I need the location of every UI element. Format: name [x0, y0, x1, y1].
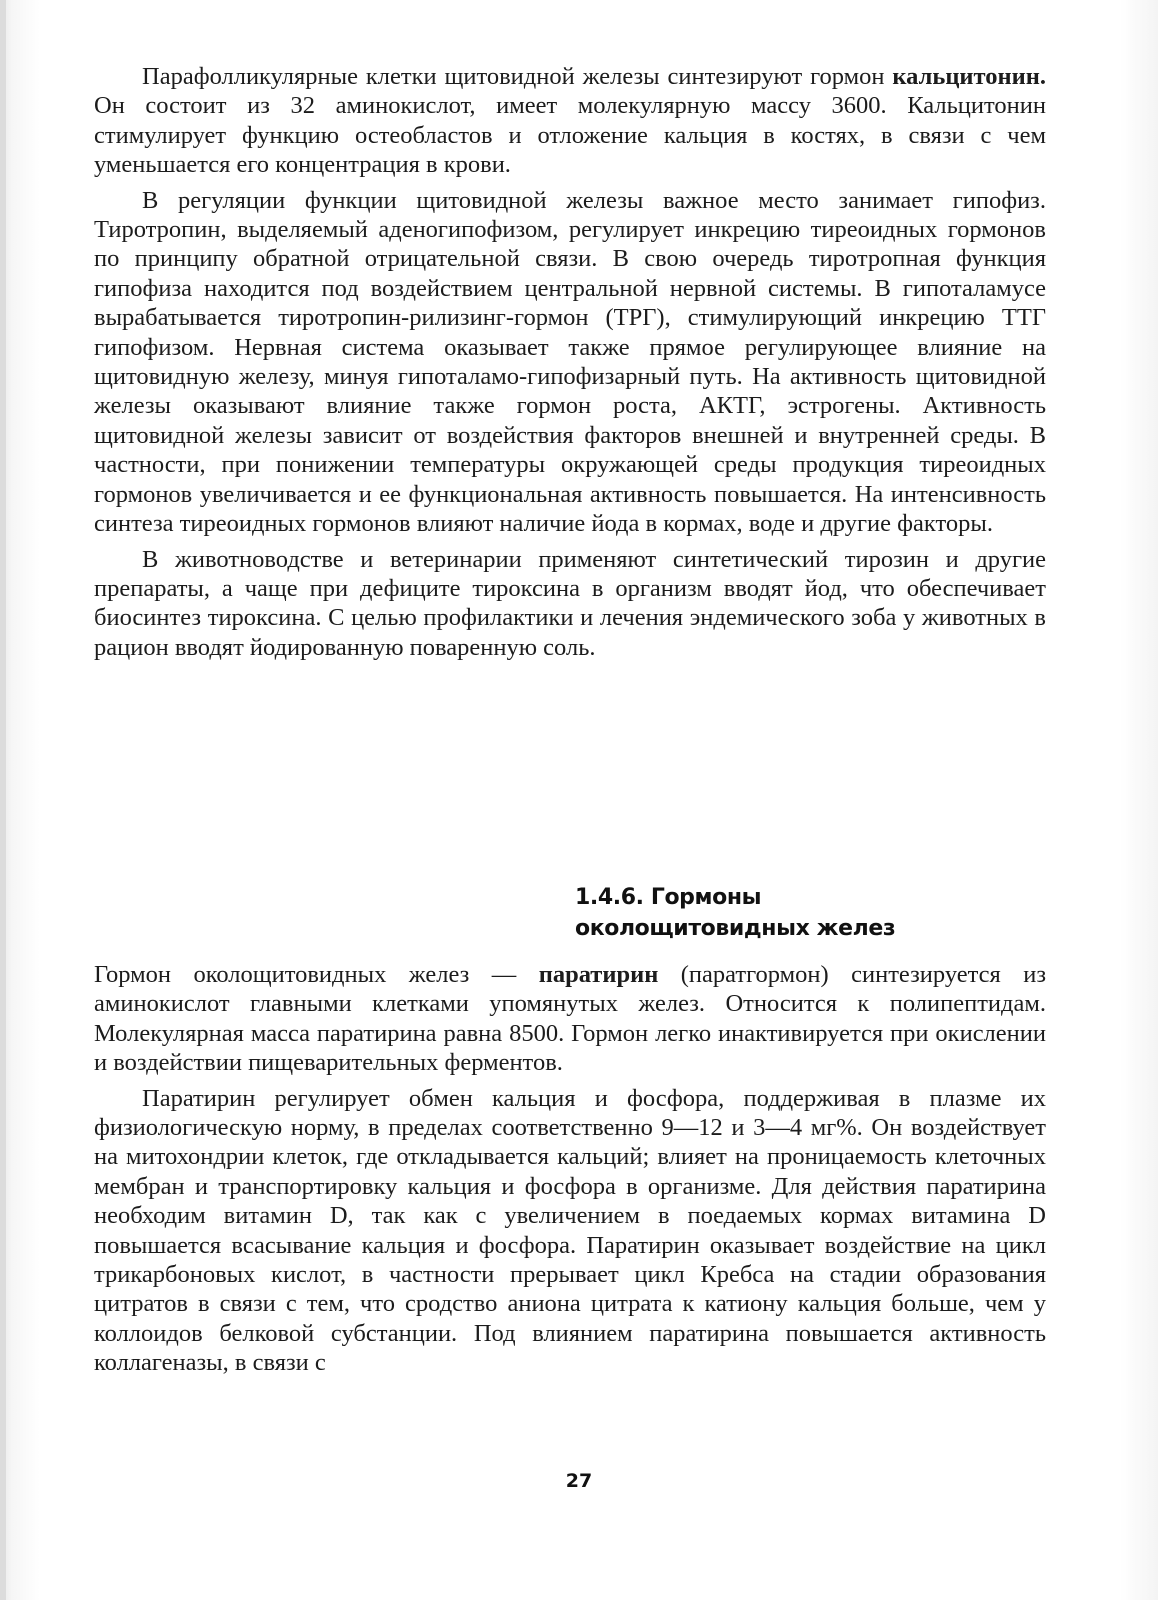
- page-fold-shadow: [0, 0, 6, 1600]
- page-number: 27: [565, 1470, 593, 1492]
- term-calcitonin: кальцитонин.: [892, 63, 1046, 90]
- paragraph-text: Парафолликулярные клетки щитовидной железы синтезируют гормон: [142, 63, 893, 90]
- section-heading-line1: 1.4.6. Гормоны: [575, 885, 762, 910]
- paragraph-text: Он состоит из 32 аминокислот, имеет молекулярную массу 3600. Кальцитонин стимулирует функцию остеобластов и отложение кальция в костях, в связи с чем уменьшается его концентрация в крови.: [94, 92, 1046, 179]
- section-heading-line2: околощитовидных желез: [575, 916, 896, 941]
- paragraph-parathyrin: [94, 960, 1046, 1078]
- paragraph-parathyrin-function: Паратирин регулирует обмен кальция и фосфора, поддерживая в плазме их физиологическую норму, в пределах соответственно 9—12 и 3—4 мг%. Он воздействует на митохондрии клеток, где откладывается кальций; влияет на проницаемость клеточных мембран и транспортировку кальция и фосфора в организме. Для действия паратирина необходим витамин D, так как с увеличением в поедаемых кормах витамина D повышается всасывание кальция и фосфора. Паратирин оказывает воздействие на цикл трикарбоновых кислот, в частности прерывает цикл Кребса на стадии образования цитратов в связи с тем, что сродство аниона цитрата к катиону кальция больше, чем у коллоидов белковой субстанции. Под влиянием паратирина повышается активность коллагеназы, в связи с: [94, 1084, 1046, 1377]
- term-parathyrin: паратирин: [538, 961, 659, 988]
- paragraph-calcitonin: [94, 62, 1046, 180]
- text-block-top: [94, 62, 1046, 662]
- text-block-bottom: [94, 960, 1046, 1378]
- paragraph-regulation: В регуляции функции щитовидной железы важное место занимает гипофиз. Тиротропин, выделяемый аденогипофизом, регулирует инкрецию тиреоидных гормонов по принципу обратной отрицательной связи. В свою очередь тиротропная функция гипофиза находится под воздействием центральной нервной системы. В гипоталамусе вырабатывается тиротропин-рилизинг-гормон (ТРГ), стимулирующий инкрецию ТТГ гипофизом. Нервная система оказывает также прямое регулирующее влияние на щитовидную железу, минуя гипоталамо-гипофизарный путь. На активность щитовидной железы оказывают влияние также гормон роста, АКТГ, эстрогены. Активность щитовидной железы зависит от воздействия факторов внешней и внутренней среды. В частности, при понижении температуры окружающей среды продукция тиреоидных гормонов увеличивается и ее функциональная активность повышается. На интенсивность синтеза тиреоидных гормонов влияют наличие йода в кормах, воде и другие факторы.: [94, 186, 1046, 538]
- section-heading: [575, 882, 1035, 944]
- paragraph-text: (паратгормон) синтезируется из аминокислот главными клетками упомянутых желез. Относится к полипептидам. Молекулярная масса паратирина равна 8500. Гормон легко инактивируется при окислении и воздействии пищеварительных ферментов.: [94, 961, 1047, 1077]
- paragraph-livestock: В животноводстве и ветеринарии применяют синтетический тирозин и другие препараты, а чаще при дефиците тироксина в организм вводят йод, что обеспечивает биосинтез тироксина. С целью профилактики и лечения эндемического зоба у животных в рацион вводят йодированную поваренную соль.: [94, 545, 1046, 661]
- paragraph-text: Гормон околощитовидных желез —: [94, 961, 539, 988]
